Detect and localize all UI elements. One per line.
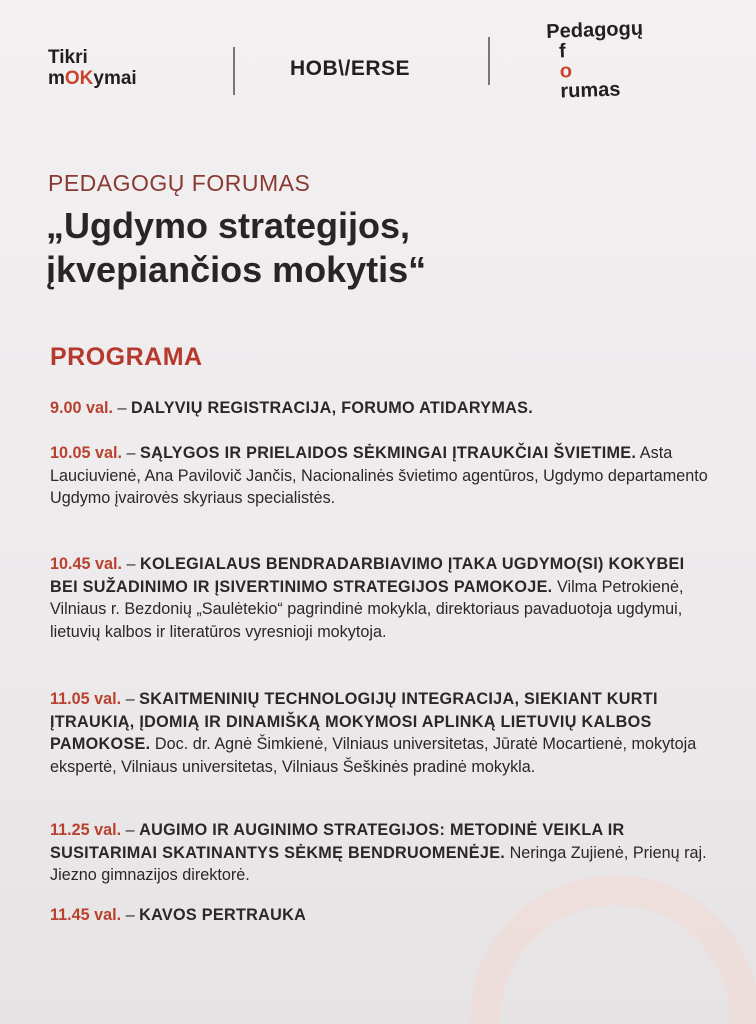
item-description: Asta Lauciuvienė, Ana Pavilovič Jančis, Nacionalinės švietimo agentūros, Ugdymo departamento Ugdymo įvairovės skyriaus specialistės. [50,444,708,507]
program-item [50,904,710,927]
program-item [50,688,710,778]
title-line: „Ugdymo strategijos, [46,205,411,246]
item-time: 9.00 val. [50,399,114,417]
program-item [50,553,710,643]
item-dash: – [113,399,132,417]
item-dash: – [122,444,141,462]
item-description: Neringa Zujienė, Prienų raj. Jiezno gimnazijos direktorė. [50,843,707,884]
pedagogu-logo-accent: o [559,60,573,83]
tikri-logo-line2 [48,68,137,89]
logo-bar [0,0,756,110]
program-item [50,397,710,420]
program-item [50,819,710,887]
item-dash: – [121,906,140,924]
item-heading: KOLEGIALAUS BENDRADARBIAVIMO ĮTAKA UGDYMO(SI) KOKYBEI BEI SUŽADINIMO IR ĮSIVERTINIMO STRATEGIJOS PAMOKOJE. [50,555,685,596]
item-time: 11.45 val. [50,906,122,924]
item-heading: AUGIMO IR AUGINIMO STRATEGIJOS: METODINĖ VEIKLA IR SUSITARIMAI SKATINANTYS SĖKMĘ BENDRUOMENĖJE. [50,821,625,862]
item-time: 10.45 val. [50,555,123,573]
pedagogu-logo-part: rumas [560,78,621,103]
tikri-logo-part: m [48,68,65,89]
tikri-logo-line1: Tikri [48,47,88,68]
pedagogu-logo-line1: Pedagogų [545,17,644,43]
item-description: Doc. dr. Agnė Šimkienė, Vilniaus universitetas, Jūratė Mocartienė, mokytoja ekspertė, Vilniaus universitetas, Vilniaus Šeškinės pradinė mokykla. [50,735,697,776]
program-item [50,442,710,510]
title-line: įkvepiančios mokytis“ [46,249,427,290]
pedagogu-forumas-logo [546,19,645,102]
item-time: 11.25 val. [50,821,122,839]
program-heading: PROGRAMA [50,343,203,371]
decorative-circle [470,875,756,1024]
pedagogu-logo-part: f [558,40,567,63]
tikri-logo-part: ymai [93,68,137,89]
item-heading: KAVOS PERTRAUKA [139,906,307,924]
event-title [46,204,686,292]
logo-divider [233,47,235,95]
item-dash: – [121,690,140,708]
item-heading: DALYVIŲ REGISTRACIJA, FORUMO ATIDARYMAS. [131,399,534,417]
item-time: 11.05 val. [50,690,122,708]
hobverse-logo: HOB\/ERSE [290,57,411,80]
item-description: Vilma Petrokienė, Vilniaus r. Bezdonių „Saulėtekio“ pagrindinė mokykla, direktoriaus pavaduotoja ugdymui, lietuvių kalbos ir literatūros vyresnioji mokytoja. [50,577,684,641]
item-heading: SKAITMENINIŲ TECHNOLOGIJŲ INTEGRACIJA, SIEKIANT KURTI ĮTRAUKIĄ, ĮDOMIĄ IR DINAMIŠKĄ MOKYMOSI APLINKĄ LIETUVIŲ KALBOS PAMOKOSE. [50,690,658,753]
tikri-mokymai-logo [48,47,137,89]
item-dash: – [121,821,140,839]
item-time: 10.05 val. [50,444,123,462]
item-dash: – [122,555,141,573]
event-kicker: PEDAGOGŲ FORUMAS [48,170,311,196]
tikri-logo-accent: OK [64,68,94,89]
item-heading: SĄLYGOS IR PRIELAIDOS SĖKMINGAI ĮTRAUKČIAI ŠVIETIME. [140,444,637,462]
pedagogu-logo-line2 [547,39,646,102]
logo-divider [488,37,490,85]
